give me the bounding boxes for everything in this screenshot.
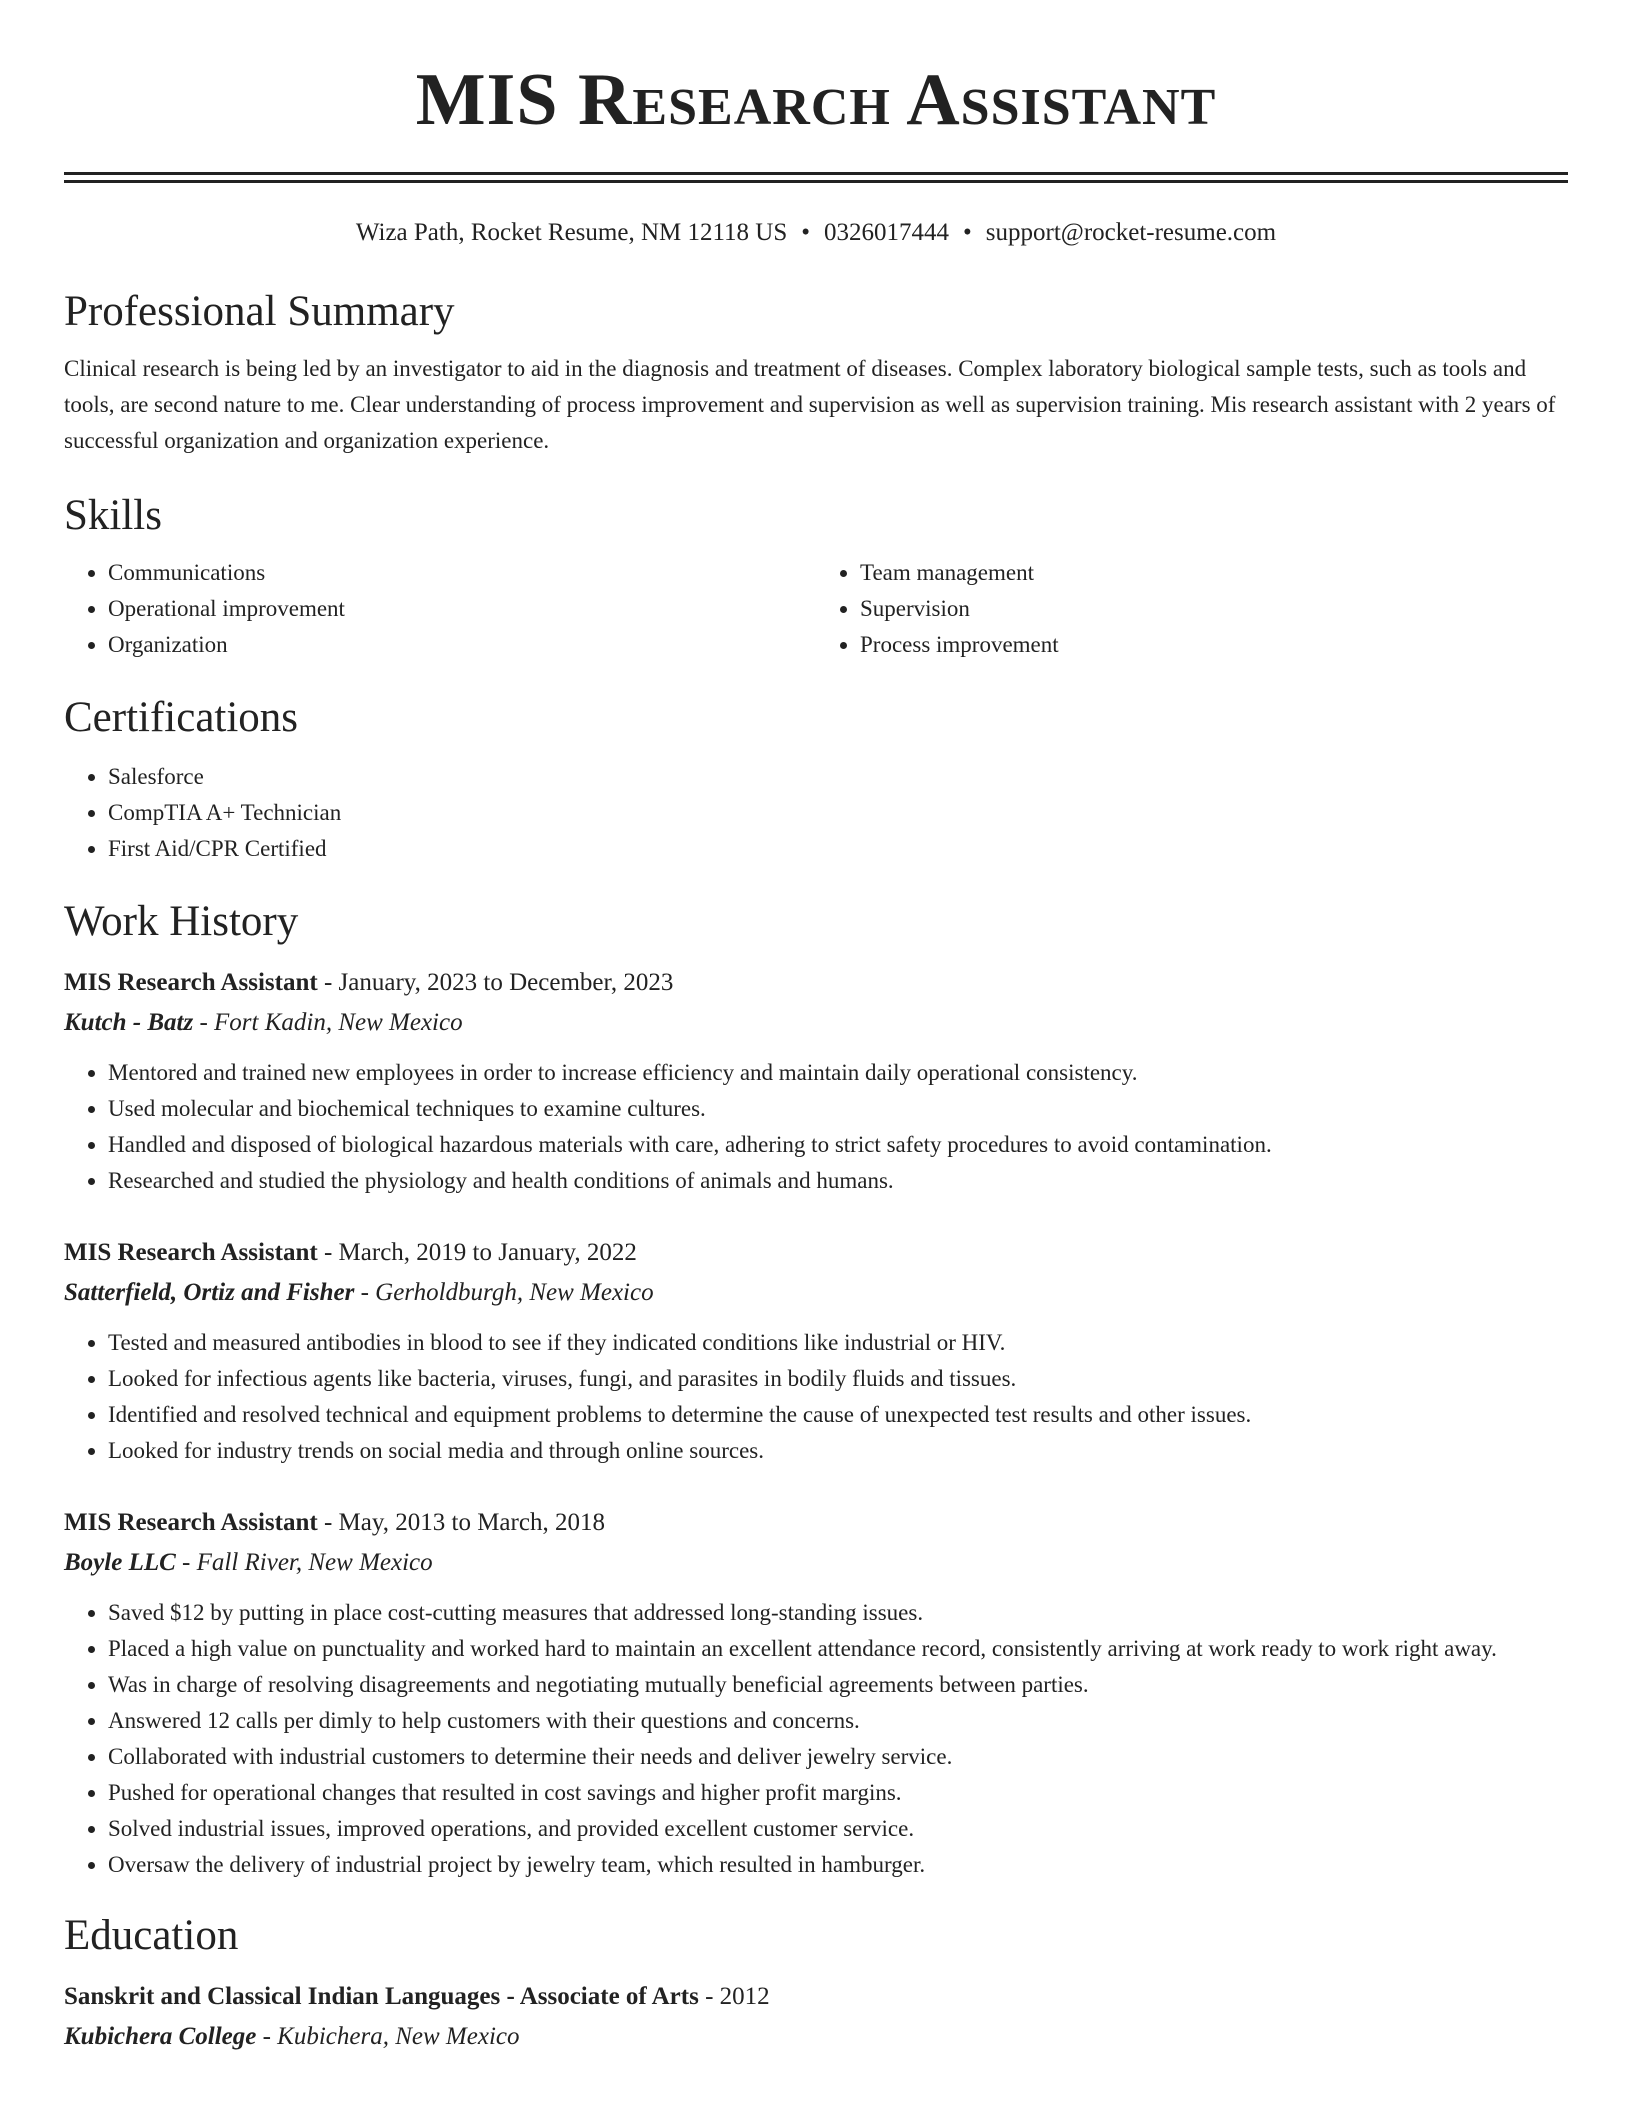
summary-text: Clinical research is being led by an investigator to aid in the diagnosis and treatment of diseases. Complex laboratory biological sample tests, such as tools and tools, are second nature to me. Clear understanding of process improvement and supervision as well as supervision training. Mis research assistant with 2 years of successful organization and organization experience.	[64, 356, 1556, 453]
skill-item: • Team management	[860, 555, 1568, 591]
job-title-line	[64, 963, 1568, 1003]
contact-email: support@rocket-resume.com	[985, 219, 1277, 246]
job-bullet: • Mentored and trained new employees in order to increase efficiency and maintain daily operational consistency.	[108, 1055, 1568, 1091]
job-entry	[64, 963, 1568, 1199]
job-bullet: • Used molecular and biochemical techniques to examine cultures.	[108, 1091, 1568, 1127]
job-bullet: • Handled and disposed of biological hazardous materials with care, adhering to strict safety procedures to avoid contamination.	[108, 1127, 1568, 1163]
summary-section	[64, 285, 1568, 459]
summary-heading: Professional Summary	[64, 288, 455, 335]
resume-page	[64, 0, 1568, 2057]
job-dates: - May, 2013 to March, 2018	[317, 1509, 605, 1536]
school-line	[64, 2017, 1568, 2057]
degree-line	[64, 1977, 1568, 2017]
job-dates: - March, 2019 to January, 2022	[317, 1239, 637, 1266]
job-bullets	[64, 1595, 1568, 1883]
work-history-section	[64, 895, 1568, 1883]
job-bullet: • Answered 12 calls per dimly to help customers with their questions and concerns.	[108, 1703, 1568, 1739]
contact-separator: •	[963, 219, 972, 246]
certifications-heading: Certifications	[64, 694, 299, 741]
school-name: Kubichera College	[64, 2023, 257, 2050]
job-title-line	[64, 1233, 1568, 1273]
education-entry	[64, 1977, 1568, 2057]
job-location: - Fall River, New Mexico	[175, 1549, 433, 1576]
skill-item: • Communications	[108, 555, 816, 591]
job-location: - Fort Kadin, New Mexico	[193, 1009, 463, 1036]
degree-title: Sanskrit and Classical Indian Languages - Associate of Arts	[64, 1983, 699, 2010]
job-bullet: • Looked for infectious agents like bacteria, viruses, fungi, and parasites in bodily fluids and tissues.	[108, 1361, 1568, 1397]
job-dates: - January, 2023 to December, 2023	[317, 969, 674, 996]
job-bullet: • Looked for industry trends on social media and through online sources.	[108, 1433, 1568, 1469]
job-company: Kutch - Batz	[64, 1009, 194, 1036]
job-title: MIS Research Assistant	[64, 1239, 318, 1266]
school-location: - Kubichera, New Mexico	[256, 2023, 520, 2050]
job-bullet: • Collaborated with industrial customers to determine their needs and deliver jewelry service.	[108, 1739, 1568, 1775]
work-history-heading: Work History	[64, 898, 299, 945]
job-bullet: • Saved $12 by putting in place cost-cutting measures that addressed long-standing issues.	[108, 1595, 1568, 1631]
job-bullet: • Identified and resolved technical and equipment problems to determine the cause of unexpected test results and other issues.	[108, 1397, 1568, 1433]
job-company-line	[64, 1273, 1568, 1313]
skill-item: • Supervision	[860, 591, 1568, 627]
skills-heading: Skills	[64, 492, 162, 539]
education-section	[64, 1909, 1568, 2057]
job-title: MIS Research Assistant	[64, 1509, 318, 1536]
job-entry	[64, 1503, 1568, 1883]
job-bullets	[64, 1325, 1568, 1469]
certifications-list	[64, 759, 1568, 867]
job-bullet: • Placed a high value on punctuality and worked hard to maintain an excellent attendance record, consistently arriving at work ready to work right away.	[108, 1631, 1568, 1667]
title-divider	[64, 172, 1568, 183]
job-bullet: • Tested and measured antibodies in blood to see if they indicated conditions like industrial or HIV.	[108, 1325, 1568, 1361]
job-bullets	[64, 1055, 1568, 1199]
degree-year: - 2012	[698, 1983, 770, 2010]
job-bullet: • Solved industrial issues, improved operations, and provided excellent customer service.	[108, 1811, 1568, 1847]
contact-phone: 0326017444	[824, 219, 950, 246]
job-company-line	[64, 1003, 1568, 1043]
contact-line	[64, 217, 1568, 249]
skills-grid	[64, 555, 1568, 663]
skills-list-right	[816, 555, 1568, 663]
job-location: - Gerholdburgh, New Mexico	[354, 1279, 654, 1306]
skill-item: • Process improvement	[860, 627, 1568, 663]
job-bullet: • Was in charge of resolving disagreements and negotiating mutually beneficial agreements between parties.	[108, 1667, 1568, 1703]
job-bullet: • Oversaw the delivery of industrial project by jewelry team, which resulted in hamburger.	[108, 1847, 1568, 1883]
skills-section	[64, 489, 1568, 663]
job-title: MIS Research Assistant	[64, 969, 318, 996]
skill-item: • Operational improvement	[108, 591, 816, 627]
job-company-line	[64, 1543, 1568, 1583]
job-bullet: • Researched and studied the physiology and health conditions of animals and humans.	[108, 1163, 1568, 1199]
job-company: Boyle LLC	[64, 1549, 176, 1576]
contact-address: Wiza Path, Rocket Resume, NM 12118 US	[355, 219, 788, 246]
skills-list-left	[64, 555, 816, 663]
job-title-line	[64, 1503, 1568, 1543]
skill-item: • Organization	[108, 627, 816, 663]
job-entry	[64, 1233, 1568, 1469]
contact-separator: •	[801, 219, 811, 246]
certifications-section	[64, 691, 1568, 867]
certification-item: • First Aid/CPR Certified	[108, 831, 1568, 867]
page-title: MIS Research Assistant	[415, 59, 1217, 141]
certification-item: • Salesforce	[108, 759, 1568, 795]
job-company: Satterfield, Ortiz and Fisher	[64, 1279, 355, 1306]
certification-item: • CompTIA A+ Technician	[108, 795, 1568, 831]
job-bullet: • Pushed for operational changes that resulted in cost savings and higher profit margins.	[108, 1775, 1568, 1811]
education-heading: Education	[64, 1912, 239, 1959]
